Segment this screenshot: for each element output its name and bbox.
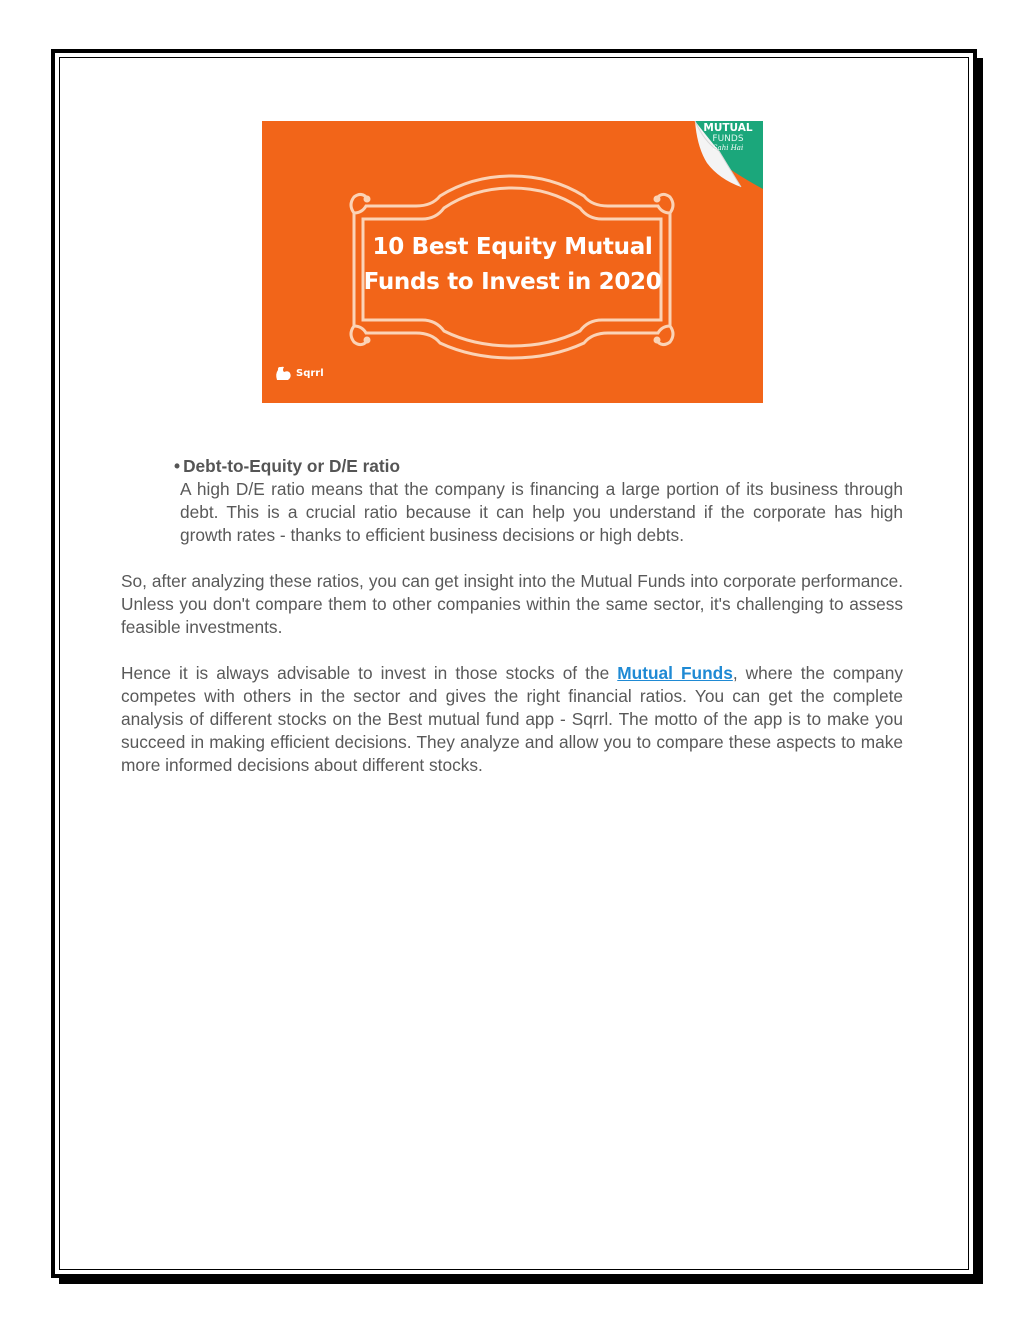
sqrrl-logo <box>274 362 324 384</box>
document-body <box>121 455 903 777</box>
mutual-funds-link[interactable]: Mutual Funds <box>617 663 733 683</box>
brand-name: Sqrrl <box>296 367 324 379</box>
banner-title-line-1: 10 Best Equity Mutual <box>372 234 653 260</box>
paragraph-1: So, after analyzing these ratios, you can get insight into the Mutual Funds into corporate performance. Unless you don't compare them to other companies within the same sector, it's challenging to assess feasible investments. <box>121 571 903 637</box>
squirrel-icon <box>274 364 294 382</box>
banner-title <box>262 230 763 300</box>
bullet-heading <box>174 455 903 478</box>
badge-text-sahi-hai: Sahi Hai <box>712 144 744 152</box>
bullet-marker: • <box>174 456 181 476</box>
paragraph-2-text-after-link: , where the company competes with others in the sector and gives the right financial ratios. You can get the complete analysis of different stocks on the Best mutual fund app - Sqrrl. The motto of the app is to make you succeed in making efficient decisions. They analyze and allow you to compare these aspects to make more informed decisions about different stocks. <box>121 663 904 775</box>
paragraph-2-text-before-link: Hence it is always advisable to invest in those stocks of the <box>121 663 618 683</box>
bullet-body-text: A high D/E ratio means that the company is financing a large portion of its business through debt. This is a crucial ratio because it can help you understand if the corporate has high growth rates - thanks to efficient business decisions or high debts. <box>180 479 903 545</box>
bullet-heading-text: Debt-to-Equity or D/E ratio <box>183 456 401 476</box>
badge-text-mutual: MUTUAL <box>703 122 753 134</box>
hero-banner-image <box>262 121 763 403</box>
paragraph-2 <box>121 662 903 777</box>
mutual-funds-badge <box>691 121 763 191</box>
banner-title-line-2: Funds to Invest in 2020 <box>363 269 662 295</box>
bullet-list-item <box>174 455 903 547</box>
badge-text-funds: FUNDS <box>712 134 744 144</box>
